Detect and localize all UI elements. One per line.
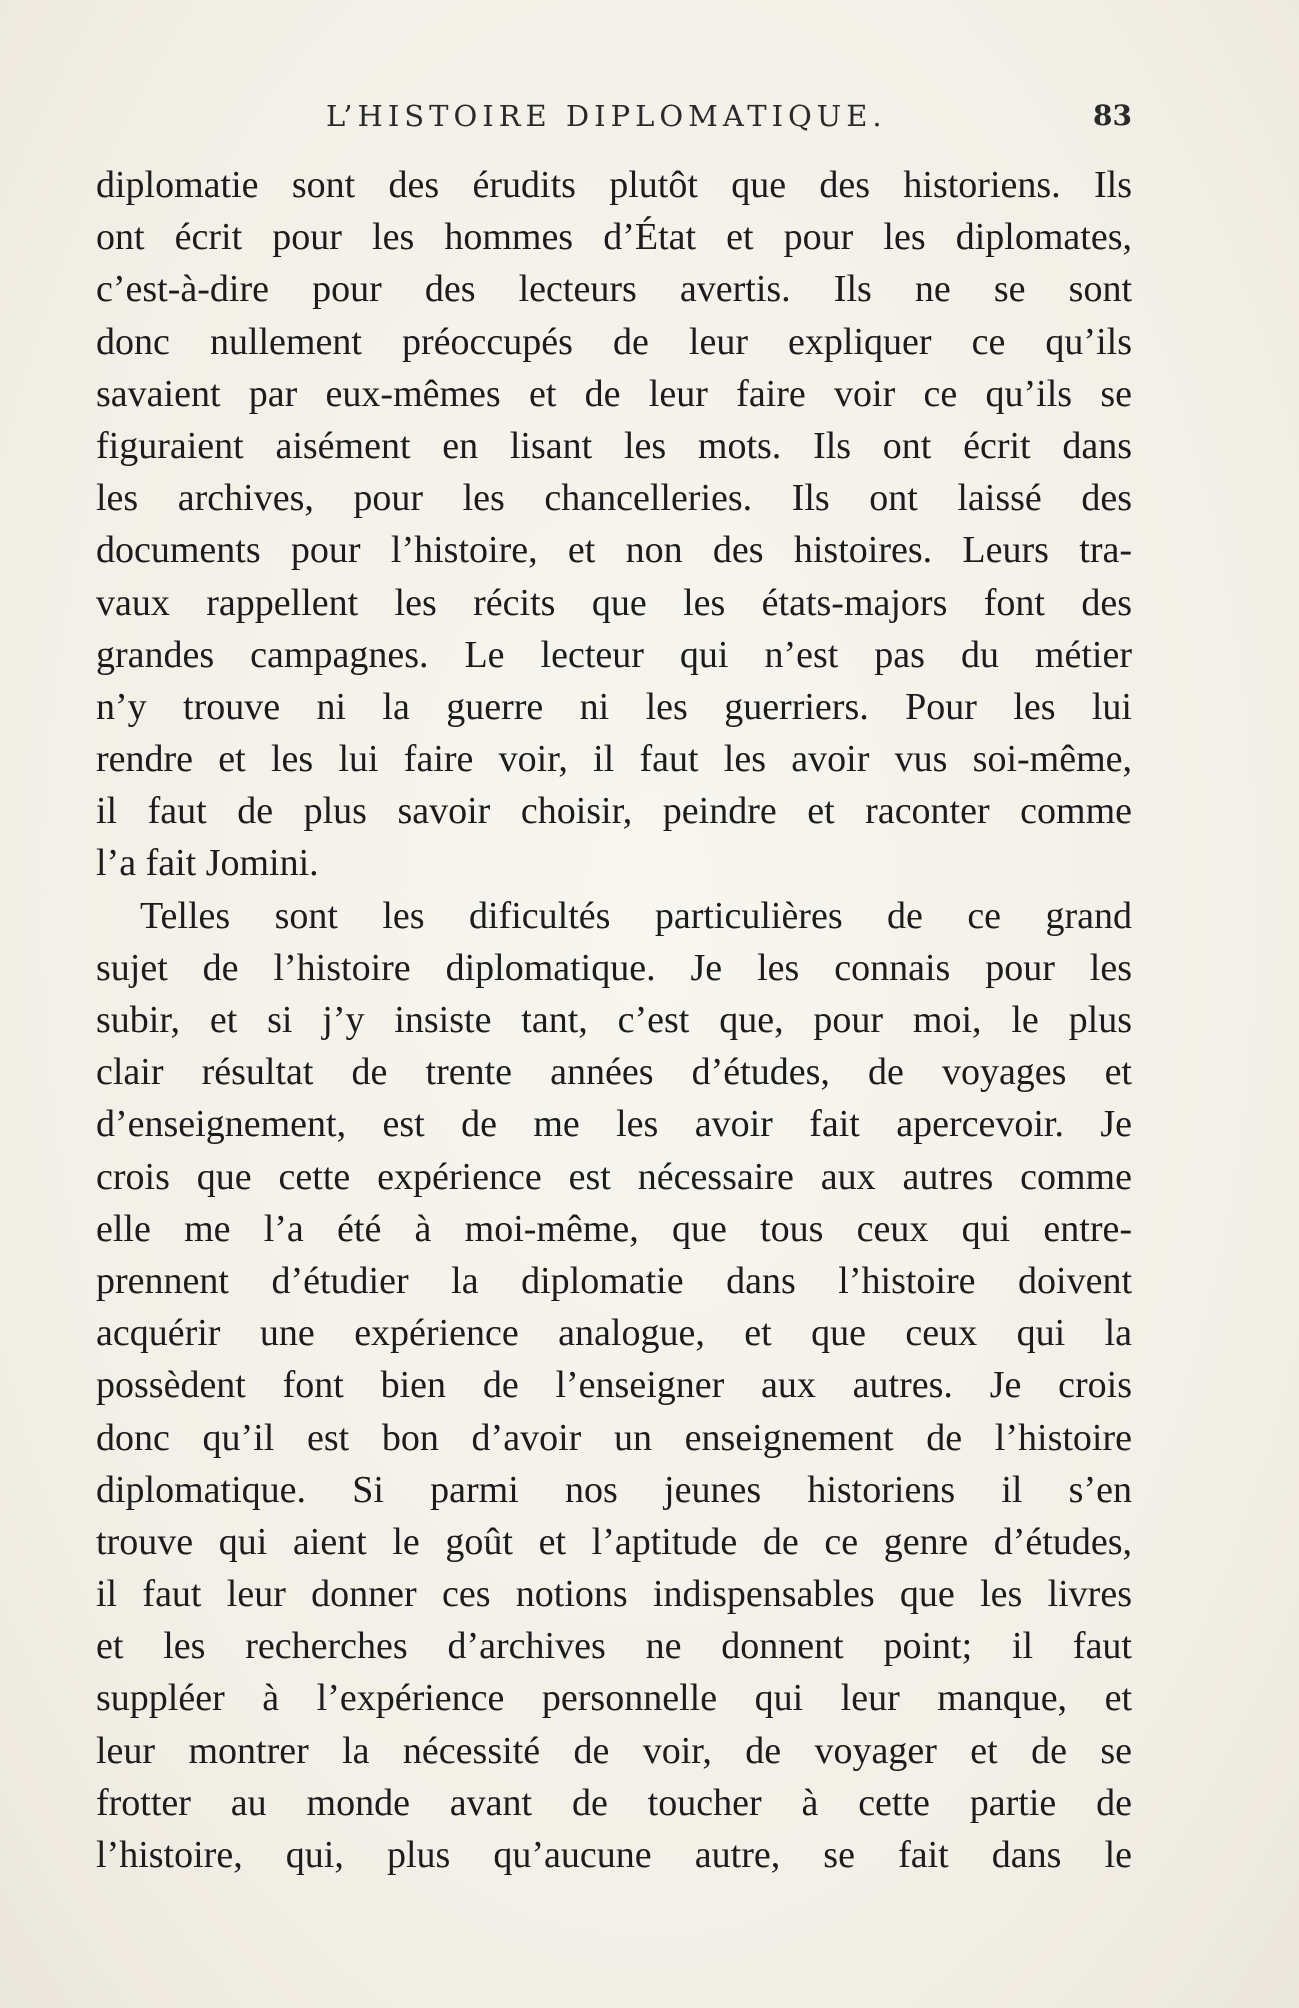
text-line: les archives, pour les chancelleries. Ils ont laissé des	[96, 477, 1132, 520]
text-line: grandes campagnes. Le lecteur qui n’est pas du métier	[96, 633, 1132, 676]
text-line: rendre et les lui faire voir, il faut les avoir vus soi-même,	[96, 738, 1132, 781]
text-line: il faut leur donner ces notions indispensables que les livres	[96, 1573, 1132, 1616]
text-line: ont écrit pour les hommes d’État et pour les diplomates,	[96, 216, 1132, 259]
text-line: documents pour l’histoire, et non des histoires. Leurs tra-	[96, 529, 1132, 572]
page-number: 83	[1093, 99, 1132, 132]
text-line: vaux rappellent les récits que les états-majors font des	[96, 581, 1132, 624]
running-head	[96, 96, 1132, 136]
text-line: l’a fait Jomini.	[96, 842, 319, 885]
running-title: L’HISTOIRE DIPLOMATIQUE.	[326, 99, 887, 133]
text-line: prennent d’étudier la diplomatie dans l’histoire doivent	[96, 1259, 1132, 1302]
text-line: frotter au monde avant de toucher à cette partie de	[96, 1781, 1132, 1824]
text-line: n’y trouve ni la guerre ni les guerriers. Pour les lui	[96, 685, 1132, 728]
text-line: figuraient aisément en lisant les mots. Ils ont écrit dans	[96, 424, 1132, 467]
text-line: elle me l’a été à moi-même, que tous ceux qui entre-	[96, 1207, 1132, 1250]
text-line: clair résultat de trente années d’études, de voyages et	[96, 1051, 1132, 1094]
paragraph	[96, 890, 1132, 1882]
text-line: sujet de l’histoire diplomatique. Je les connais pour les	[96, 946, 1132, 989]
text-line: subir, et si j’y insiste tant, c’est que, pour moi, le plus	[96, 999, 1132, 1041]
text-line: suppléer à l’expérience personnelle qui leur manque, et	[96, 1677, 1132, 1720]
text-line: donc qu’il est bon d’avoir un enseignement de l’histoire	[96, 1416, 1132, 1459]
text-line: l’histoire, qui, plus qu’aucune autre, se fait dans le	[96, 1834, 1132, 1876]
text-line: acquérir une expérience analogue, et que ceux qui la	[96, 1312, 1132, 1355]
text-line: diplomatie sont des érudits plutôt que des historiens. Ils	[96, 164, 1132, 206]
body-text	[96, 159, 1132, 1881]
text-line: possèdent font bien de l’enseigner aux autres. Je crois	[96, 1364, 1132, 1407]
text-line: et les recherches d’archives ne donnent point; il faut	[96, 1625, 1132, 1668]
text-line: trouve qui aient le goût et l’aptitude de ce genre d’études,	[96, 1520, 1132, 1563]
text-line: donc nullement préoccupés de leur expliquer ce qu’ils	[96, 320, 1132, 363]
text-line: Telles sont les dificultés particulières de ce grand	[140, 894, 1132, 937]
text-line: c’est-à-dire pour des lecteurs avertis. Ils ne se sont	[96, 268, 1132, 311]
text-line: leur montrer la nécessité de voir, de voyager et de se	[96, 1729, 1132, 1772]
text-line: crois que cette expérience est nécessaire aux autres comme	[96, 1155, 1132, 1198]
text-line: savaient par eux-mêmes et de leur faire voir ce qu’ils se	[96, 372, 1132, 415]
text-line: d’enseignement, est de me les avoir fait apercevoir. Je	[96, 1103, 1132, 1146]
text-line: diplomatique. Si parmi nos jeunes historiens il s’en	[96, 1468, 1132, 1511]
paragraph	[96, 159, 1132, 890]
text-line: il faut de plus savoir choisir, peindre et raconter comme	[96, 790, 1132, 833]
